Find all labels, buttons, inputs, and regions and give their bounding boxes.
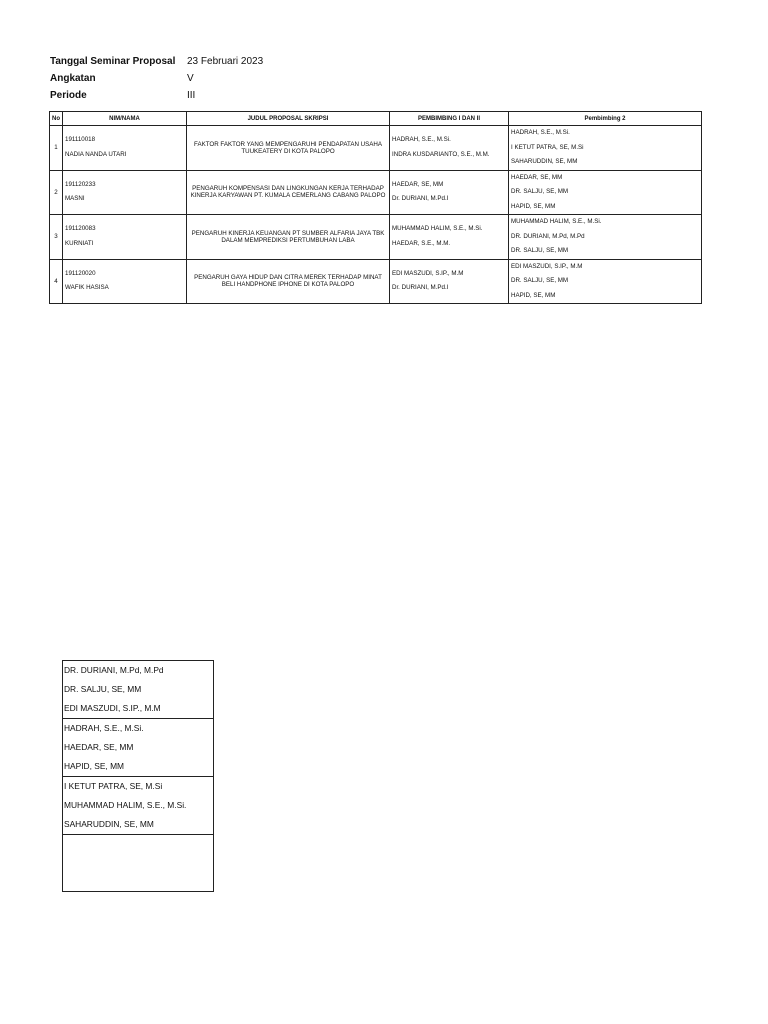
pembimbing-name: Dr. DURIANI, M.Pd.I bbox=[392, 284, 449, 292]
header-pembimbing-1-2: PEMBIMBING I DAN II bbox=[390, 112, 509, 126]
pembimbing2-name: HAPID, SE, MM bbox=[511, 202, 556, 210]
proposal-title: PENGARUH KINERJA KEUANGAN PT SUMBER ALFARIA JAYA TBK DALAM MEMPREDIKSI PERTUMBUHAN LABA bbox=[187, 215, 390, 260]
pembimbing2-name: HADRAH, S.E., M.Si. bbox=[511, 129, 570, 136]
info-row-periode bbox=[50, 87, 263, 104]
info-row-angkatan bbox=[50, 70, 263, 87]
pembimbing2-name: DR. SALJU, SE, MM bbox=[511, 188, 569, 195]
header-judul: JUDUL PROPOSAL SKRIPSI bbox=[187, 112, 390, 126]
pembimbing-cell bbox=[390, 215, 509, 260]
student-cell bbox=[63, 215, 187, 260]
seminar-info bbox=[50, 53, 263, 104]
pembimbing2-name: HAEDAR, SE, MM bbox=[511, 173, 563, 181]
lecturer-name: MUHAMMAD HALIM, S.E., M.Si. bbox=[64, 800, 187, 810]
pembimbing-cell bbox=[390, 170, 509, 215]
info-value: III bbox=[187, 90, 196, 101]
lecturer-group-row bbox=[63, 661, 214, 719]
student-nim: 191110018 bbox=[65, 136, 96, 144]
proposal-title: PENGARUH KOMPENSASI DAN LINGKUNGAN KERJA TERHADAP KINERJA KARYAWAN PT. KUMALA CEMERLANG CABANG PALOPO bbox=[187, 170, 390, 215]
pembimbing2-cell bbox=[509, 259, 702, 304]
info-label: Angkatan bbox=[50, 73, 96, 84]
student-nim: 191120083 bbox=[65, 225, 96, 233]
header-pembimbing-2: Pembimbing 2 bbox=[509, 112, 702, 126]
lecturer-group bbox=[63, 719, 214, 777]
student-name: MASNI bbox=[65, 195, 85, 203]
student-name: KURNIATI bbox=[65, 239, 94, 247]
lecturer-name: EDI MASZUDI, S.IP., M.M bbox=[64, 703, 161, 713]
info-label: Tanggal Seminar Proposal bbox=[50, 56, 176, 67]
empty-cell bbox=[63, 835, 214, 892]
lecturer-name: HAPID, SE, MM bbox=[64, 761, 125, 771]
pembimbing2-name: SAHARUDDIN, SE, MM bbox=[511, 158, 578, 165]
student-name: NADIA NANDA UTARI bbox=[65, 150, 127, 158]
pembimbing-name: EDI MASZUDI, S.IP., M.M bbox=[392, 269, 464, 277]
table-header-row bbox=[50, 112, 702, 126]
lecturer-group bbox=[63, 777, 214, 835]
lecturer-name: SAHARUDDIN, SE, MM bbox=[64, 819, 154, 829]
student-cell bbox=[63, 170, 187, 215]
info-value: 23 Februari 2023 bbox=[187, 56, 264, 67]
lecturer-group-row bbox=[63, 719, 214, 777]
pembimbing-cell bbox=[390, 259, 509, 304]
lecturer-name: HADRAH, S.E., M.Si. bbox=[64, 723, 144, 733]
table-row bbox=[50, 170, 702, 215]
pembimbing2-name: MUHAMMAD HALIM, S.E., M.Si. bbox=[511, 218, 602, 225]
pembimbing2-name: I KETUT PATRA, SE, M.Si bbox=[511, 143, 584, 151]
lecturer-group-row bbox=[63, 777, 214, 835]
table-row bbox=[50, 215, 702, 260]
header-nim-nama: NIM/NAMA bbox=[63, 112, 187, 126]
proposal-table bbox=[49, 111, 702, 304]
lecturer-name: HAEDAR, SE, MM bbox=[64, 742, 134, 752]
pembimbing2-name: DR. SALJU, SE, MM bbox=[511, 247, 569, 254]
pembimbing-name: Dr. DURIANI, M.Pd.I bbox=[392, 195, 449, 203]
lecturer-list-table bbox=[62, 660, 214, 892]
row-number: 4 bbox=[50, 259, 63, 304]
lecturer-name: DR. DURIANI, M.Pd, M.Pd bbox=[64, 665, 164, 675]
pembimbing-name: HAEDAR, S.E., M.M. bbox=[392, 239, 451, 247]
student-cell bbox=[63, 126, 187, 171]
lecturer-name: I KETUT PATRA, SE, M.Si bbox=[64, 781, 163, 791]
header-no: No bbox=[50, 112, 63, 126]
info-row-date bbox=[50, 53, 263, 70]
student-name: WAFIK HASISA bbox=[65, 284, 109, 292]
pembimbing-name: HAEDAR, SE, MM bbox=[392, 180, 444, 188]
table-row bbox=[50, 126, 702, 171]
pembimbing2-cell bbox=[509, 215, 702, 260]
lecturer-group bbox=[63, 661, 214, 719]
pembimbing2-cell bbox=[509, 170, 702, 215]
pembimbing-name: MUHAMMAD HALIM, S.E., M.Si. bbox=[392, 225, 483, 233]
pembimbing2-name: EDI MASZUDI, S.IP., M.M bbox=[511, 262, 583, 270]
student-nim: 191120020 bbox=[65, 269, 96, 277]
pembimbing2-name: DR. DURIANI, M.Pd, M.Pd bbox=[511, 232, 585, 240]
pembimbing2-name: HAPID, SE, MM bbox=[511, 291, 556, 299]
row-number: 3 bbox=[50, 215, 63, 260]
info-value: V bbox=[187, 73, 194, 84]
lecturer-name: DR. SALJU, SE, MM bbox=[64, 684, 142, 694]
row-number: 1 bbox=[50, 126, 63, 171]
pembimbing-cell bbox=[390, 126, 509, 171]
table-row bbox=[50, 259, 702, 304]
pembimbing2-cell bbox=[509, 126, 702, 171]
lecturer-group-row-empty bbox=[63, 835, 214, 892]
pembimbing-name: HADRAH, S.E., M.Si. bbox=[392, 136, 451, 144]
proposal-title: PENGARUH GAYA HIDUP DAN CITRA MEREK TERHADAP MINAT BELI HANDPHONE IPHONE DI KOTA PALOPO bbox=[187, 259, 390, 304]
student-nim: 191120233 bbox=[65, 180, 96, 188]
info-label: Periode bbox=[50, 90, 87, 101]
student-cell bbox=[63, 259, 187, 304]
proposal-title: FAKTOR FAKTOR YANG MEMPENGARUHI PENDAPATAN USAHA TUUKEATERY DI KOTA PALOPO bbox=[187, 126, 390, 171]
pembimbing2-name: DR. SALJU, SE, MM bbox=[511, 277, 569, 284]
row-number: 2 bbox=[50, 170, 63, 215]
pembimbing-name: INDRA KUSDARIANTO, S.E., M.M. bbox=[392, 150, 490, 158]
